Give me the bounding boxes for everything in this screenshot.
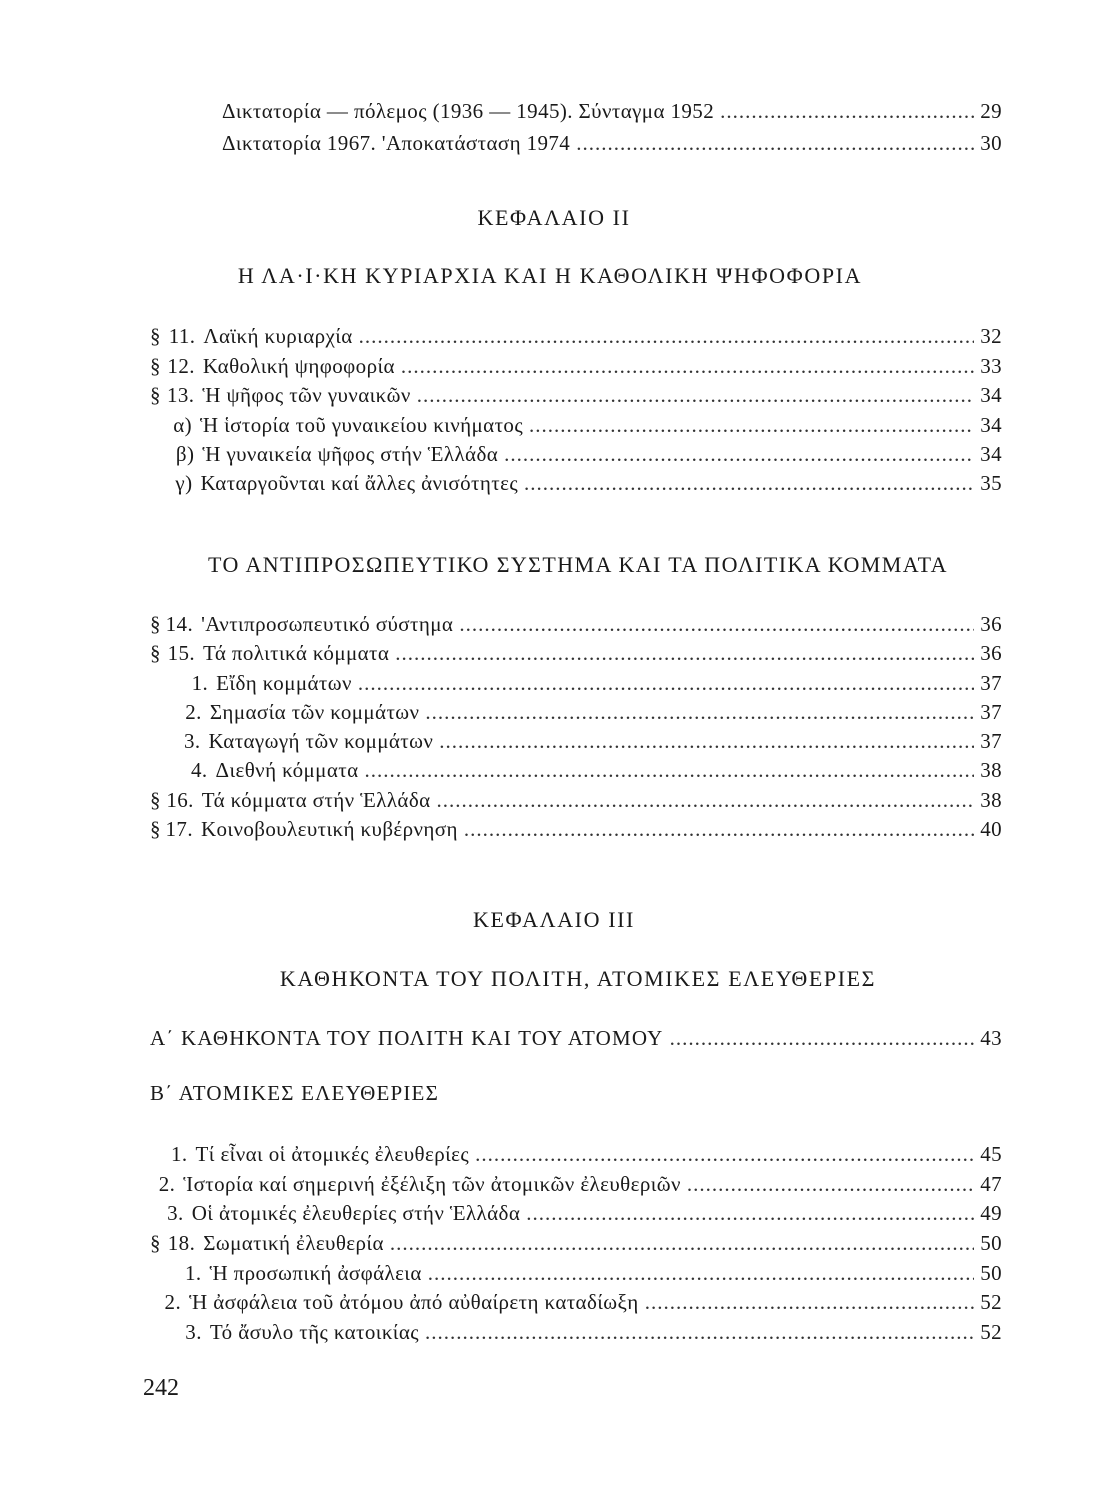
entry-number: γ) (175, 471, 193, 495)
dot-leader (425, 699, 974, 725)
section-title: Β΄ ΑΤΟΜΙΚΕΣ ΕΛΕΥΘΕΡΙΕΣ (150, 1081, 439, 1105)
section-sign: § (150, 641, 161, 665)
entry-page: 50 (980, 1261, 1002, 1285)
entry-number: 14. (165, 612, 194, 636)
dot-leader (687, 1171, 974, 1197)
entry-number: 11. (168, 324, 196, 348)
entry-page: 37 (980, 671, 1002, 695)
entry-title: Τά πολιτικά κόμματα (203, 641, 390, 665)
entry-page: 36 (980, 641, 1002, 665)
section-sign: § (150, 817, 161, 841)
entry-page: 37 (980, 729, 1002, 753)
entry-page: 52 (980, 1290, 1002, 1314)
entry-title: Ἡ ψῆφος τῶν γυναικῶν (202, 383, 411, 407)
entry-page: 49 (980, 1201, 1002, 1225)
dot-leader (645, 1289, 975, 1315)
toc-entry (150, 441, 1002, 467)
entry-number: β) (175, 442, 195, 466)
chapter-title: ΚΑΘΗΚΟΝΤΑ ΤΟΥ ΠΟΛΙΤΗ, ΑΤΟΜΙΚΕΣ ΕΛΕΥΘΕΡΙΕΣ (279, 966, 877, 991)
toc-entry (150, 670, 1002, 696)
entry-number: α) (173, 413, 193, 437)
dot-leader (459, 611, 974, 637)
dot-leader (417, 382, 974, 408)
dot-leader (670, 1025, 975, 1051)
entry-number: 12. (167, 354, 195, 378)
toc-entry (150, 816, 1002, 842)
entry-number: 18. (167, 1231, 196, 1255)
entry-title: 'Αντιπροσωπευτικό σύστημα (201, 612, 454, 636)
dot-leader (365, 757, 975, 783)
toc-entry (150, 787, 1002, 813)
toc-entry (150, 611, 1002, 637)
entry-page: 38 (980, 788, 1002, 812)
dot-leader (428, 1260, 974, 1286)
toc-entry (150, 1319, 1002, 1345)
toc-entry (150, 412, 1002, 438)
entry-number: 3. (183, 729, 201, 753)
section-title: ΤΟ ΑΝΤΙΠΡΟΣΩΠΕΥΤΙΚΟ ΣΥΣΤΗΜΑ ΚΑΙ ΤΑ ΠΟΛΙΤΙΚΑ ΚΟΜΜΑΤΑ (208, 552, 948, 577)
entry-page: 36 (980, 612, 1002, 636)
entry-page: 30 (980, 131, 1002, 155)
entry-number: 17. (165, 817, 193, 841)
toc-entry (150, 757, 1002, 783)
toc-entry (150, 640, 1002, 666)
entry-number: 15. (167, 641, 196, 665)
entry-title: Τί εἶναι οἱ ἀτομικές ἐλευθερίες (195, 1142, 470, 1166)
entry-page: 47 (980, 1172, 1002, 1196)
toc-entry (150, 728, 1002, 754)
entry-title: Ἡ προσωπική ἀσφάλεια (209, 1261, 422, 1285)
entry-number: 1. (191, 671, 209, 695)
entry-page: 29 (980, 99, 1002, 123)
entry-page: 52 (980, 1320, 1003, 1344)
entry-title: Σωματική ἐλευθερία (203, 1231, 384, 1255)
entry-page: 45 (980, 1142, 1002, 1166)
entry-title: Εἴδη κομμάτων (216, 671, 352, 695)
entry-title: Τά κόμματα στήν Ἑλλάδα (201, 788, 431, 812)
entry-title: Ἡ ἀσφάλεια τοῦ ἀτόμου ἀπό αὐθαίρετη καταδίωξη (189, 1290, 639, 1314)
dot-leader (504, 441, 974, 467)
toc-entry (150, 323, 1002, 349)
dot-leader (395, 640, 974, 666)
dot-leader (475, 1141, 974, 1167)
section-sign: § (150, 612, 161, 636)
page-number: 242 (143, 1375, 179, 1401)
dot-leader (358, 670, 974, 696)
toc-entry (150, 1200, 1002, 1226)
entry-page: 40 (980, 817, 1002, 841)
entry-number: 4. (190, 758, 208, 782)
entry-title: Οἱ ἀτομικές ἐλευθερίες στήν Ἑλλάδα (191, 1201, 521, 1225)
toc-entry (150, 382, 1002, 408)
entry-title: Δικτατορία 1967. 'Αποκατάσταση 1974 (222, 131, 571, 155)
entry-title: Τό ἄσυλο τῆς κατοικίας (209, 1320, 419, 1344)
dot-leader (439, 728, 974, 754)
entry-title: Ἱστορία καί σημερινή ἐξέλιξη τῶν ἀτομικῶν ἐλευθεριῶν (183, 1172, 681, 1196)
chapter-label: ΚΕΦΑΛΑΙΟ ΙΙ (477, 205, 631, 230)
entry-title: Ἡ γυναικεία ψῆφος στήν Ἑλλάδα (202, 442, 499, 466)
dot-leader (576, 130, 974, 156)
dot-leader (529, 412, 974, 438)
toc-entry (150, 1260, 1002, 1286)
entry-page: 37 (980, 700, 1002, 724)
dot-leader (524, 470, 974, 496)
section-sign: § (150, 383, 161, 407)
entry-number: 2. (158, 1172, 176, 1196)
entry-title: Α΄ ΚΑΘΗΚΟΝΤΑ ΤΟΥ ΠΟΛΙΤΗ ΚΑΙ ΤΟΥ ΑΤΟΜΟΥ (150, 1026, 664, 1050)
dot-leader (425, 1319, 974, 1345)
entry-title: Καταργοῦνται καί ἄλλες ἀνισότητες (200, 471, 519, 495)
chapter-label: ΚΕΦΑΛΑΙΟ ΙΙΙ (473, 907, 635, 932)
entry-page: 34 (980, 442, 1002, 466)
toc-entry (150, 1141, 1002, 1167)
toc-entry (150, 470, 1002, 496)
dot-leader (437, 787, 975, 813)
entry-page: 32 (980, 324, 1002, 348)
dot-leader (401, 353, 974, 379)
dot-leader (390, 1230, 974, 1256)
entry-title: Ἡ ἱστορία τοῦ γυναικείου κινήματος (200, 413, 524, 437)
entry-page: 34 (980, 413, 1002, 437)
toc-entry (150, 699, 1002, 725)
toc-entry (222, 98, 1002, 124)
entry-page: 43 (980, 1026, 1002, 1050)
entry-page: 50 (980, 1231, 1002, 1255)
entry-title: Σημασία τῶν κομμάτων (209, 700, 420, 724)
entry-number: 1. (185, 1261, 202, 1285)
dot-leader (359, 323, 975, 349)
entry-title: Δικτατορία — πόλεμος (1936 — 1945). Σύνταγμα 1952 (222, 99, 715, 123)
section-sign: § (150, 788, 161, 812)
dot-leader (526, 1200, 974, 1226)
entry-number: 2. (185, 700, 202, 724)
entry-number: 16. (166, 788, 194, 812)
toc-entry (150, 1230, 1002, 1256)
entry-page: 34 (980, 383, 1002, 407)
section-sign: § (150, 1231, 161, 1255)
entry-number: 13. (166, 383, 195, 407)
section-sign: § (150, 324, 161, 348)
section-sign: § (150, 354, 161, 378)
entry-number: 3. (167, 1201, 184, 1225)
toc-entry (222, 130, 1002, 156)
toc-entry (150, 1171, 1002, 1197)
entry-page: 35 (980, 471, 1002, 495)
chapter-title: Η ΛΑ·Ι·ΚΗ ΚΥΡΙΑΡΧΙΑ ΚΑΙ Η ΚΑΘΟΛΙΚΗ ΨΗΦΟΦΟΡΙΑ (237, 263, 863, 288)
entry-page: 38 (980, 758, 1002, 782)
dot-leader (464, 816, 974, 842)
entry-number: 3. (185, 1320, 202, 1344)
entry-title: Κοινοβουλευτική κυβέρνηση (200, 817, 458, 841)
entry-title: Καταγωγή τῶν κομμάτων (208, 729, 434, 753)
entry-title: Λαϊκή κυριαρχία (203, 324, 353, 348)
toc-entry (150, 1025, 1002, 1051)
entry-number: 1. (170, 1142, 188, 1166)
dot-leader (720, 98, 974, 124)
entry-number: 2. (164, 1290, 182, 1314)
entry-page: 33 (980, 354, 1002, 378)
entry-title: Διεθνή κόμματα (215, 758, 359, 782)
entry-title: Καθολική ψηφοφορία (202, 354, 395, 378)
toc-entry (150, 1289, 1002, 1315)
toc-entry (150, 353, 1002, 379)
